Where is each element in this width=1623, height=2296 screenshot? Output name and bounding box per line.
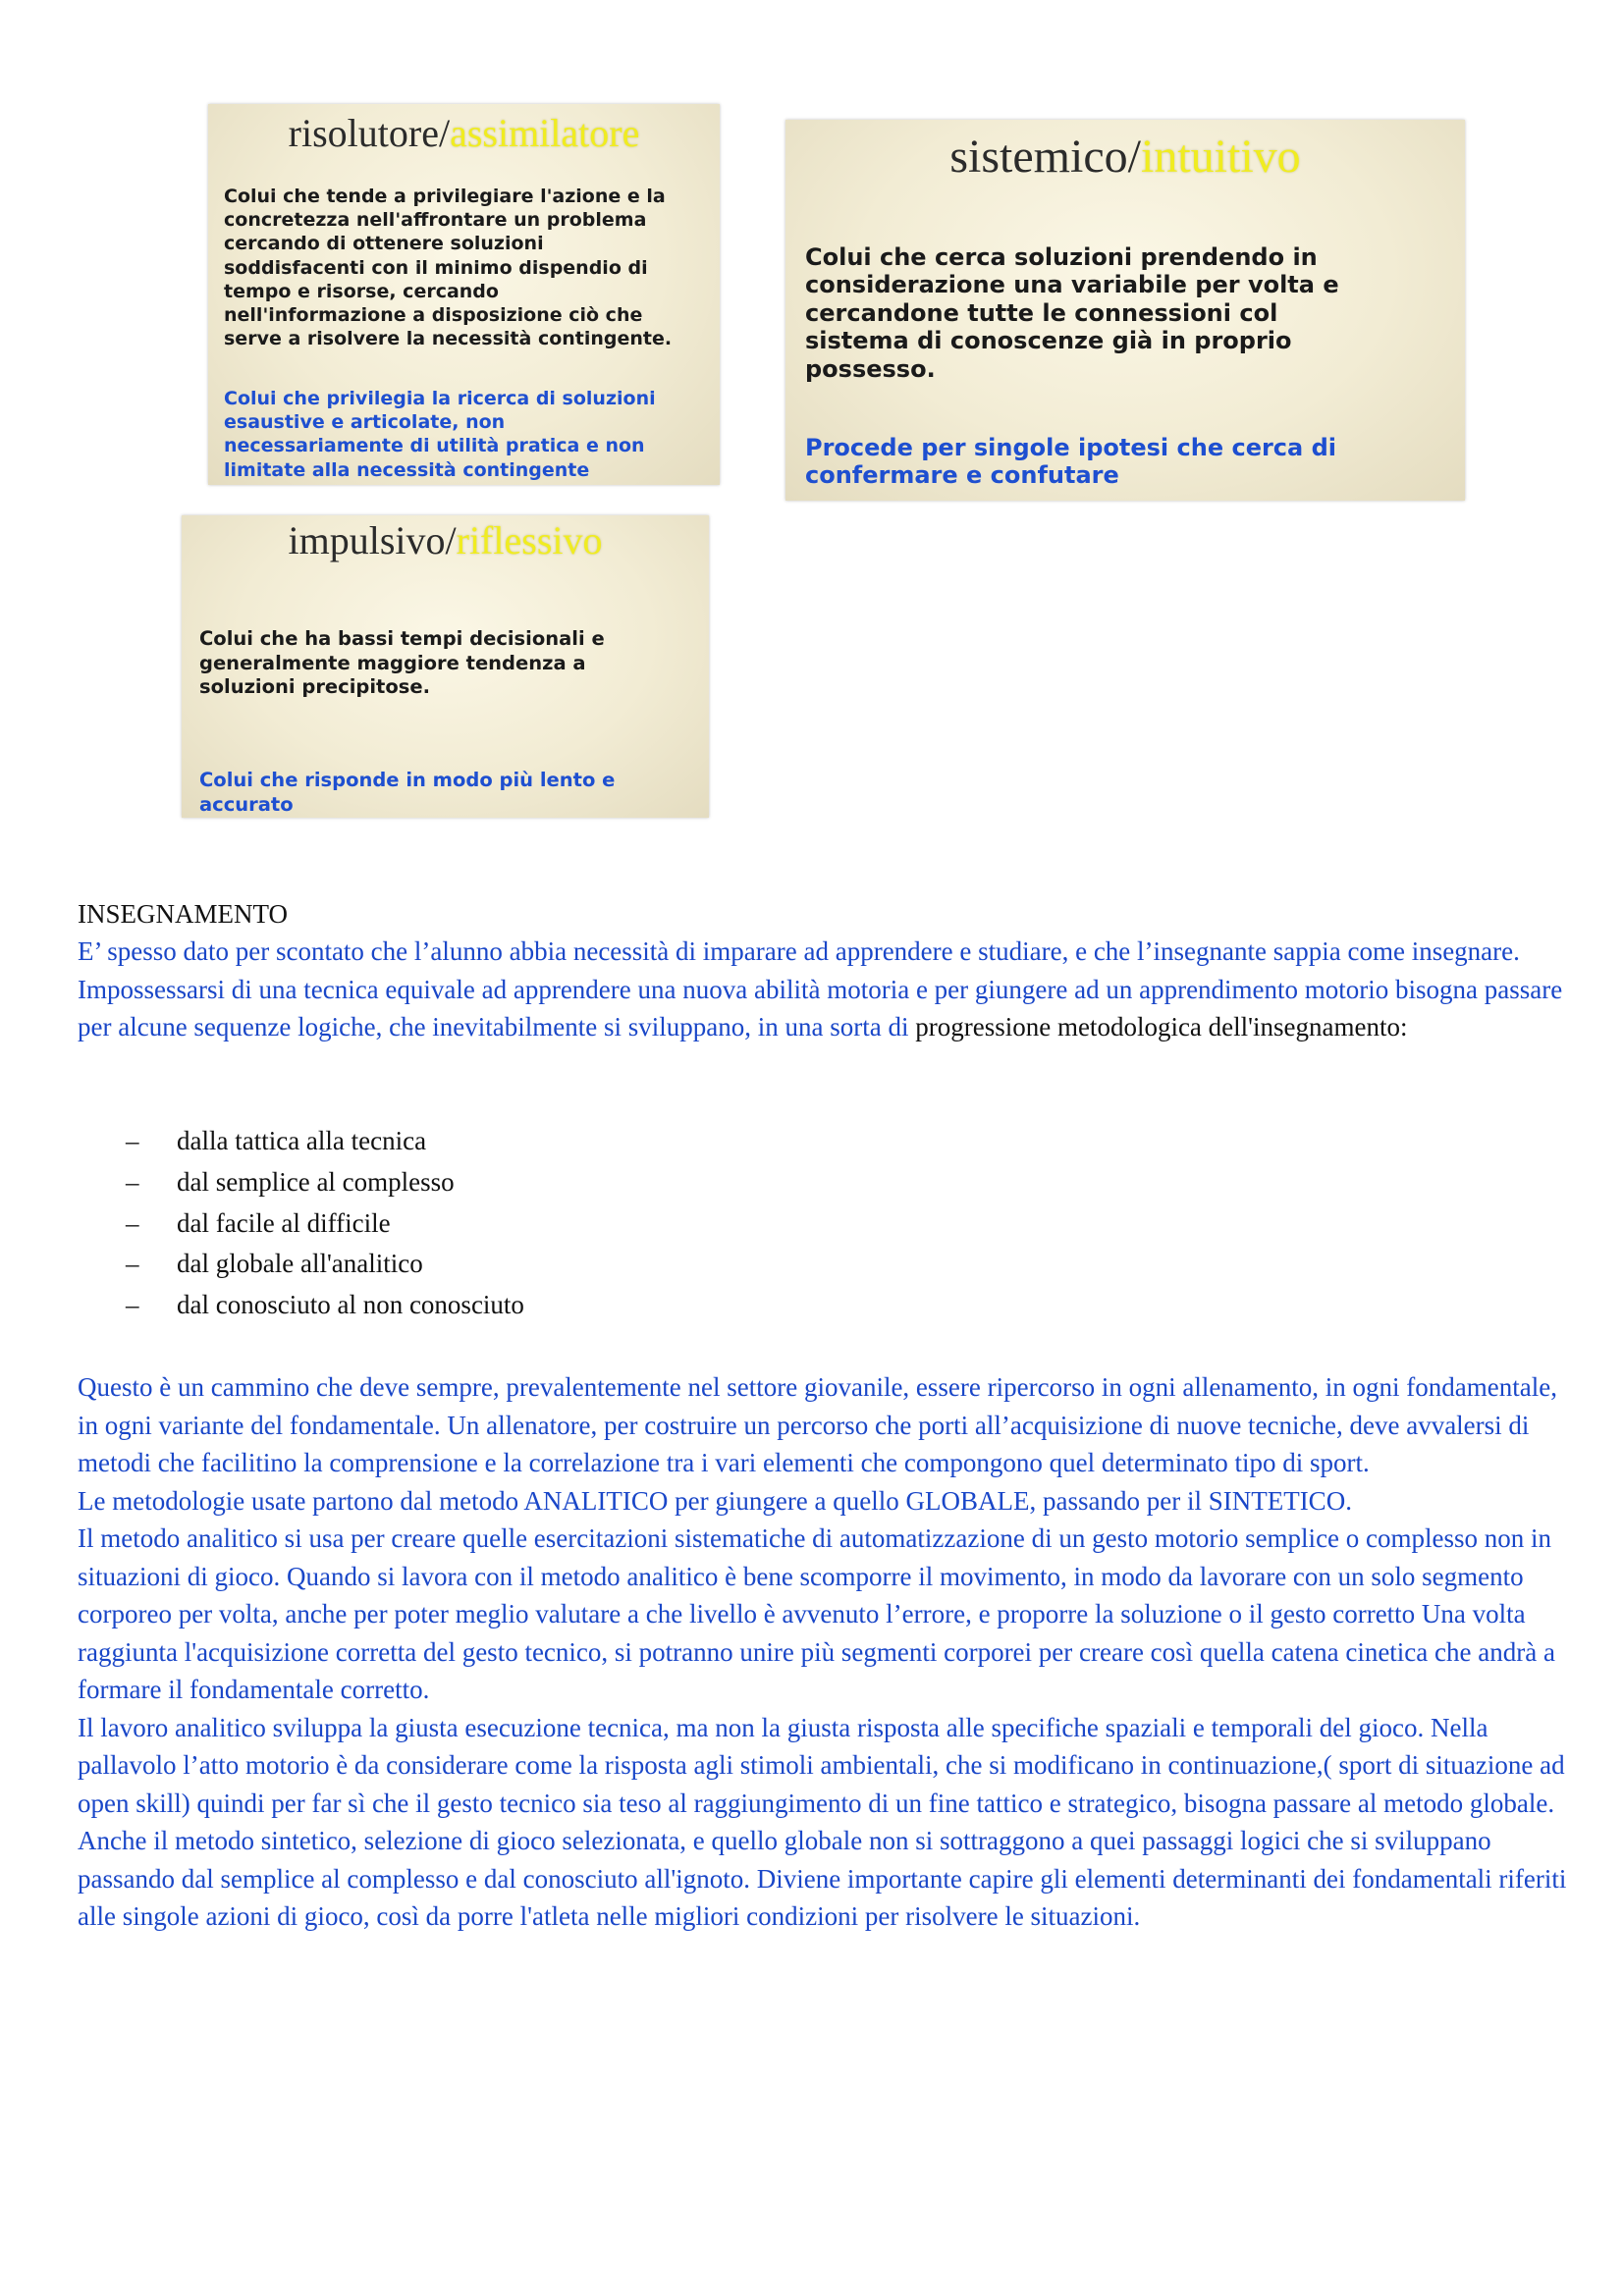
card-description: Colui che tende a privilegiare l'azione e la concretezza nell'affrontare un problema cercando di ottenere soluzioni soddisfacenti con il minimo dispendio di tempo e risorse, cercando nell'informazione a disposizione ciò che serve a risolvere la necessità contingente. (224, 186, 673, 350)
dash-bullet: – (126, 1249, 139, 1279)
list-item: – dalla tattica alla tecnica (126, 1121, 524, 1162)
card-title: risolutore/assimilatore (288, 111, 640, 155)
list-item: – dal globale all'analitico (126, 1244, 524, 1285)
card-sistemico-intuitivo (785, 120, 1465, 501)
paragraph: Il lavoro analitico sviluppa la giusta esecuzione tecnica, ma non la giusta risposta alle specifiche spaziali e temporali del gioco. Nella pallavolo l’atto motorio è da considerare come la risposta agli stimoli ambientali, che si modificano in continuazione,( sport di situazione ad open skill) quindi per far sì che il gesto tecnico sia teso al raggiungimento di un fine tattico e strategico, bisogna passare al metodo globale. (78, 1712, 1565, 1818)
intro-paragraph-2: Impossessarsi di una tecnica equivale ad apprendere una nuova abilità motoria e per giungere ad un apprendimento motorio bisogna passare per alcune sequenze logiche, che inevitabilmente si sviluppano, in una sorta di progressione metodologica dell'insegnamento: (78, 974, 1563, 1041)
paragraph: Questo è un cammino che deve sempre, prevalentemente nel settore giovanile, essere ripercorso in ogni allenamento, in ogni fondamentale, in ogni variante del fondamentale. Un allenatore, per costruire un percorso che porti all’acquisizione di nuove tecniche, deve avvalersi di metodi che facilitino la comprensione e la correlazione tra i vari elementi che compongono quel determinato tipo di sport. (78, 1372, 1557, 1477)
card-title: sistemico/intuitivo (949, 131, 1301, 183)
card-title: impulsivo/riflessivo (288, 518, 603, 562)
card-title-highlight: intuitivo (1140, 131, 1301, 183)
dash-bullet: – (126, 1290, 139, 1320)
card-risolutore-assimilatore (208, 104, 720, 485)
dash-bullet: – (126, 1126, 139, 1155)
list-item: – dal semplice al complesso (126, 1162, 524, 1203)
card-alternative-description: Colui che privilegia la ricerca di soluzioni esaustive e articolate, non necessariamente di utilità pratica e non limitate alla necessità contingente (224, 388, 656, 481)
section-heading: INSEGNAMENTO (78, 899, 288, 929)
paragraph: Anche il metodo sintetico, selezione di gioco selezionata, e quello globale non si sottraggono a quei passaggi logici che si sviluppano passando dal semplice al complesso e dal conosciuto all'ignoto. Diviene importante capire gli elementi determinanti dei fondamentali riferiti alle singole azioni di gioco, così da porre l'atleta nelle migliori condizioni per risolvere le situazioni. (78, 1826, 1567, 1931)
list-item: – dal conosciuto al non conosciuto (126, 1285, 524, 1326)
card-impulsivo-riflessivo (182, 515, 709, 818)
card-alternative-description: Colui che risponde in modo più lento e accurato (199, 769, 616, 816)
paragraph: Il metodo analitico si usa per creare quelle esercitazioni sistematiche di automatizzazione di un gesto motorio semplice o complesso non in situazioni di gioco. Quando si lavora con il metodo analitico è bene scomporre il movimento, in modo da lavorare con un solo segmento corporeo per volta, anche per poter meglio valutare a che livello è avvenuto l’errore, e proporre la soluzione o il gesto corretto Una volta raggiunta l'acquisizione corretta del gesto tecnico, si potranno unire più segmenti corporei per creare così quella catena cinetica che andrà a formare il fondamentale corretto. (78, 1523, 1555, 1704)
card-description: Colui che ha bassi tempi decisionali e generalmente maggiore tendenza a soluzioni precipitose. (199, 627, 605, 698)
dash-bullet: – (126, 1207, 139, 1238)
list-item: – dal facile al difficile (126, 1203, 524, 1245)
paragraph: Le metodologie usate partono dal metodo ANALITICO per giungere a quello GLOBALE, passando per il SINTETICO. (78, 1485, 1352, 1516)
progression-list (126, 1121, 524, 1326)
card-alternative-description: Procede per singole ipotesi che cerca di confermare e confutare (805, 434, 1336, 490)
body-text (78, 1368, 1570, 1936)
card-description: Colui che cerca soluzioni prendendo in considerazione una variabile per volta e cercandone tutte le connessioni col sistema di conoscenze già in proprio possesso. (805, 243, 1339, 383)
intro-text (78, 933, 1570, 1046)
card-title-highlight: riflessivo (456, 518, 603, 562)
dash-bullet: – (126, 1166, 139, 1197)
card-title-highlight: assimilatore (450, 111, 640, 155)
intro-paragraph-1: E’ spesso dato per scontato che l’alunno abbia necessità di imparare ad apprendere e studiare, e che l’insegnante sappia come insegnare. (78, 936, 1520, 966)
